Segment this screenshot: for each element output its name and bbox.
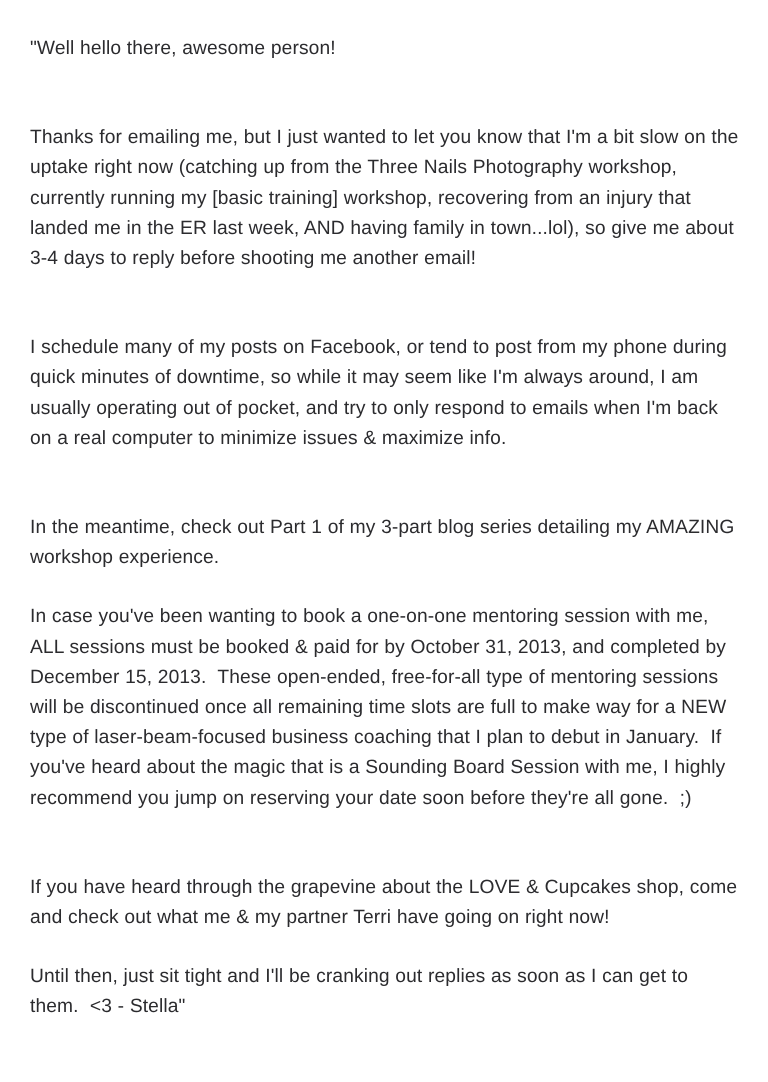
paragraph-mentoring-sessions: In case you've been wanting to book a one-on-one mentoring session with me, ALL sessions must be booked & paid for by October 31, 2013, and completed by December 15, 2013. These open-ended, free-for-all type of mentoring sessions will be discontinued once all remaining time slots are full to make way for a NEW type of laser-beam-focused business coaching that I plan to debut in January. If you've heard about the magic that is a Sounding Board Session with me, I highly recommend you jump on reserving your date soon before they're all gone. ;) [30, 606, 732, 809]
paragraph-blog-series: In the meantime, check out Part 1 of my 3-part blog series detailing my AMAZING workshop experience. [30, 517, 741, 569]
paragraph-slow-on-uptake: Thanks for emailing me, but I just wanted to let you know that I'm a bit slow on the uptake right now (catching up from the Three Nails Photography workshop, currently running my [basic training] workshop, recovering from an injury that landed me in the ER last week, AND having family in town...lol), so give me about 3-4 days to reply before shooting me another email! [30, 127, 745, 270]
paragraph-greeting: "Well hello there, awesome person! [30, 38, 336, 59]
paragraph-scheduling-posts: I schedule many of my posts on Facebook, or tend to post from my phone during quick minutes of downtime, so while it may seem like I'm always around, I am usually operating out of pocket, and try to only respond to emails when I'm back on a real computer to minimize issues & maximize info. [30, 337, 733, 449]
document-body [30, 34, 745, 1023]
paragraph-love-and-cupcakes: If you have heard through the grapevine about the LOVE & Cupcakes shop, come and check out what me & my partner Terri have going on right now! [30, 876, 743, 929]
paragraph-sign-off: Until then, just sit tight and I'll be cranking out replies as soon as I can get to them. <3 - Stella" [30, 966, 694, 1018]
